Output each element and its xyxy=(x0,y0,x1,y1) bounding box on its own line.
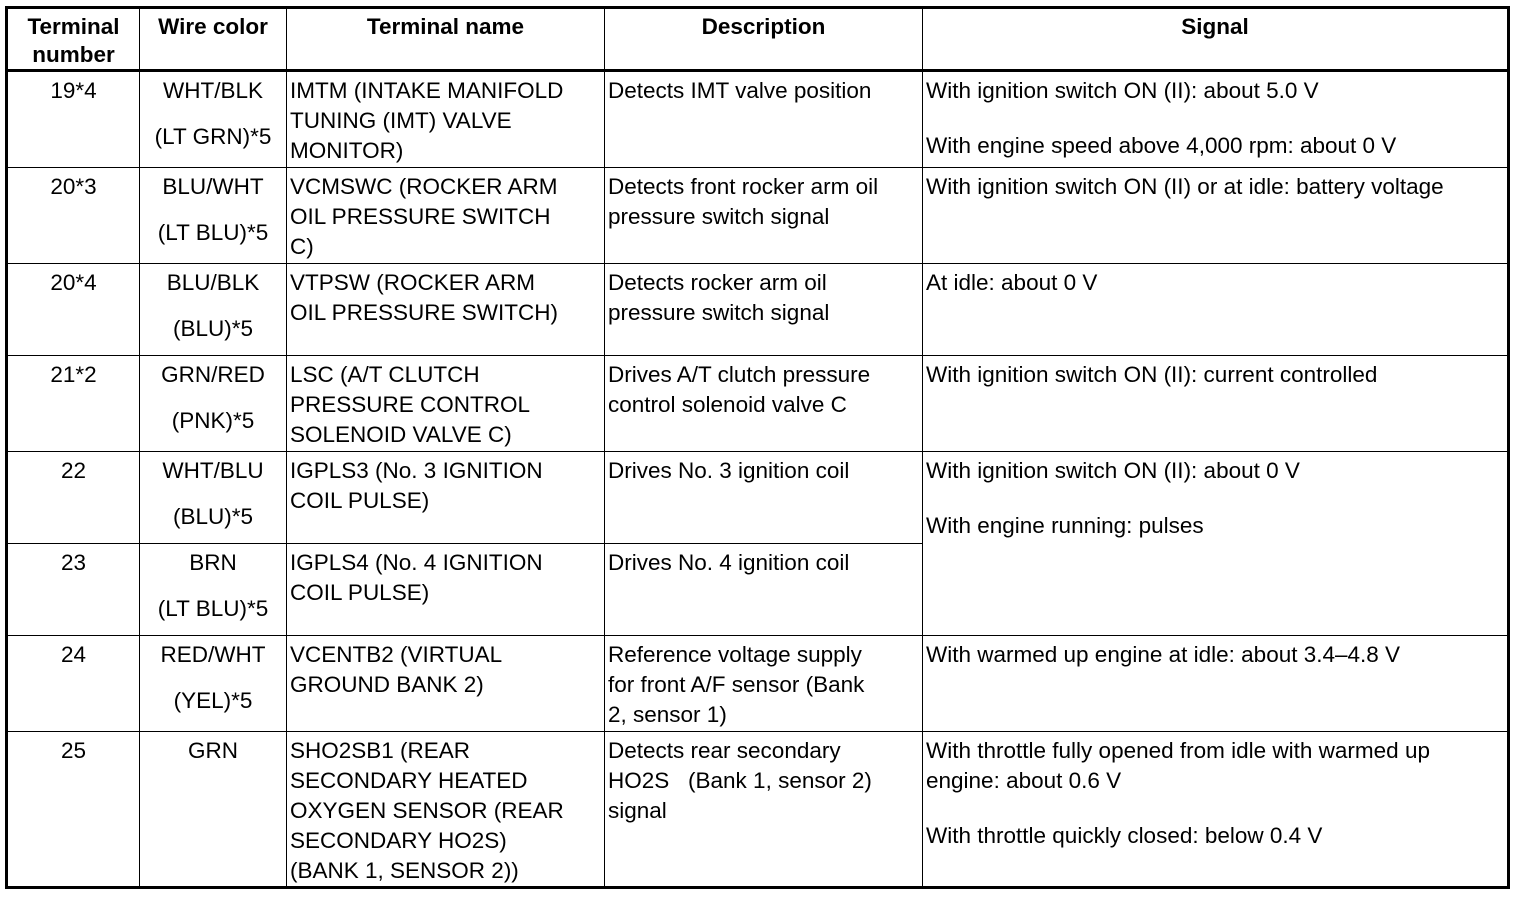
header-terminal-name: Terminal name xyxy=(287,8,605,71)
wire-color-alt: (BLU)*5 xyxy=(172,504,254,529)
wire-color: GRN xyxy=(188,738,238,763)
wire-color: BLU/WHT xyxy=(162,174,264,199)
wire-color: BLU/BLK xyxy=(166,270,260,295)
terminal-table-container xyxy=(5,6,1510,889)
wire-color: RED/WHT xyxy=(160,642,266,667)
terminal-name-cell: VTPSW (ROCKER ARM OIL PRESSURE SWITCH) xyxy=(287,264,605,356)
terminal-number-cell: 25 xyxy=(7,732,140,888)
terminal-number-cell: 22 xyxy=(7,452,140,544)
terminal-name-cell: VCMSWC (ROCKER ARM OIL PRESSURE SWITCH C) xyxy=(287,168,605,264)
description-cell: Detects front rocker arm oil pressure switch signal xyxy=(605,168,923,264)
wire-color-cell xyxy=(140,168,287,264)
signal-cell xyxy=(923,356,1509,452)
description-cell: Detects IMT valve position xyxy=(605,71,923,168)
table-row xyxy=(7,452,1509,544)
table-row xyxy=(7,636,1509,732)
wire-color: GRN/RED xyxy=(161,362,265,387)
header-signal: Signal xyxy=(923,8,1509,71)
wire-color-alt: (PNK)*5 xyxy=(171,408,255,433)
wire-color-cell xyxy=(140,452,287,544)
terminal-name-cell: VCENTB2 (VIRTUAL GROUND BANK 2) xyxy=(287,636,605,732)
terminal-name-cell: IMTM (INTAKE MANIFOLD TUNING (IMT) VALVE MONITOR) xyxy=(287,71,605,168)
wire-color-cell xyxy=(140,356,287,452)
header-row xyxy=(7,8,1509,71)
wire-color-cell xyxy=(140,636,287,732)
wire-color: WHT/BLU xyxy=(162,458,264,483)
wire-color-alt: (LT BLU)*5 xyxy=(157,220,269,245)
description-cell: Drives No. 3 ignition coil xyxy=(605,452,923,544)
signal-line: With ignition switch ON (II): about 5.0 V xyxy=(926,78,1319,103)
signal-line: With engine speed above 4,000 rpm: about 0 V xyxy=(926,133,1397,158)
terminal-number-cell: 19*4 xyxy=(7,71,140,168)
description-cell: Detects rocker arm oil pressure switch signal xyxy=(605,264,923,356)
terminal-number-cell: 24 xyxy=(7,636,140,732)
signal-cell xyxy=(923,636,1509,732)
signal-line: With engine running: pulses xyxy=(926,513,1204,538)
table-row xyxy=(7,168,1509,264)
terminal-name-cell: IGPLS4 (No. 4 IGNITION COIL PULSE) xyxy=(287,544,605,636)
signal-line: With throttle quickly closed: below 0.4 V xyxy=(926,823,1323,848)
terminal-number-cell: 23 xyxy=(7,544,140,636)
signal-cell xyxy=(923,71,1509,168)
signal-line: With ignition switch ON (II): about 0 V xyxy=(926,458,1300,483)
terminal-number-cell: 21*2 xyxy=(7,356,140,452)
table-row xyxy=(7,71,1509,168)
wire-color-alt: (LT BLU)*5 xyxy=(157,596,269,621)
wire-color-cell xyxy=(140,732,287,888)
signal-cell xyxy=(923,452,1509,636)
signal-cell xyxy=(923,168,1509,264)
wire-color-alt: (YEL)*5 xyxy=(173,688,253,713)
wire-color: BRN xyxy=(189,550,237,575)
signal-line: With warmed up engine at idle: about 3.4–4.8 V xyxy=(926,642,1401,667)
description-cell: Drives A/T clutch pressure control solenoid valve C xyxy=(605,356,923,452)
table-row xyxy=(7,732,1509,888)
terminal-table xyxy=(5,6,1510,889)
wire-color-cell xyxy=(140,71,287,168)
wire-color-cell xyxy=(140,264,287,356)
wire-color-cell xyxy=(140,544,287,636)
signal-line: With throttle fully opened from idle with warmed up engine: about 0.6 V xyxy=(926,738,1430,793)
signal-cell xyxy=(923,264,1509,356)
terminal-name-cell: SHO2SB1 (REAR SECONDARY HEATED OXYGEN SENSOR (REAR SECONDARY HO2S) (BANK 1, SENSOR 2)) xyxy=(287,732,605,888)
description-cell: Drives No. 4 ignition coil xyxy=(605,544,923,636)
terminal-number-cell: 20*4 xyxy=(7,264,140,356)
signal-line: With ignition switch ON (II) or at idle: battery voltage xyxy=(926,174,1444,199)
terminal-name-cell: LSC (A/T CLUTCH PRESSURE CONTROL SOLENOID VALVE C) xyxy=(287,356,605,452)
signal-cell xyxy=(923,732,1509,888)
wire-color-alt: (BLU)*5 xyxy=(172,316,254,341)
table-row xyxy=(7,264,1509,356)
header-description: Description xyxy=(605,8,923,71)
terminal-number-cell: 20*3 xyxy=(7,168,140,264)
description-cell: Reference voltage supply for front A/F sensor (Bank 2, sensor 1) xyxy=(605,636,923,732)
header-wire-color: Wire color xyxy=(140,8,287,71)
description-cell: Detects rear secondary HO2S (Bank 1, sensor 2) signal xyxy=(605,732,923,888)
signal-line: With ignition switch ON (II): current controlled xyxy=(926,362,1378,387)
wire-color-alt: (LT GRN)*5 xyxy=(154,124,272,149)
terminal-name-cell: IGPLS3 (No. 3 IGNITION COIL PULSE) xyxy=(287,452,605,544)
header-terminal-number: Terminal number xyxy=(7,8,140,71)
wire-color: WHT/BLK xyxy=(162,78,263,103)
table-row xyxy=(7,356,1509,452)
signal-line: At idle: about 0 V xyxy=(926,270,1098,295)
